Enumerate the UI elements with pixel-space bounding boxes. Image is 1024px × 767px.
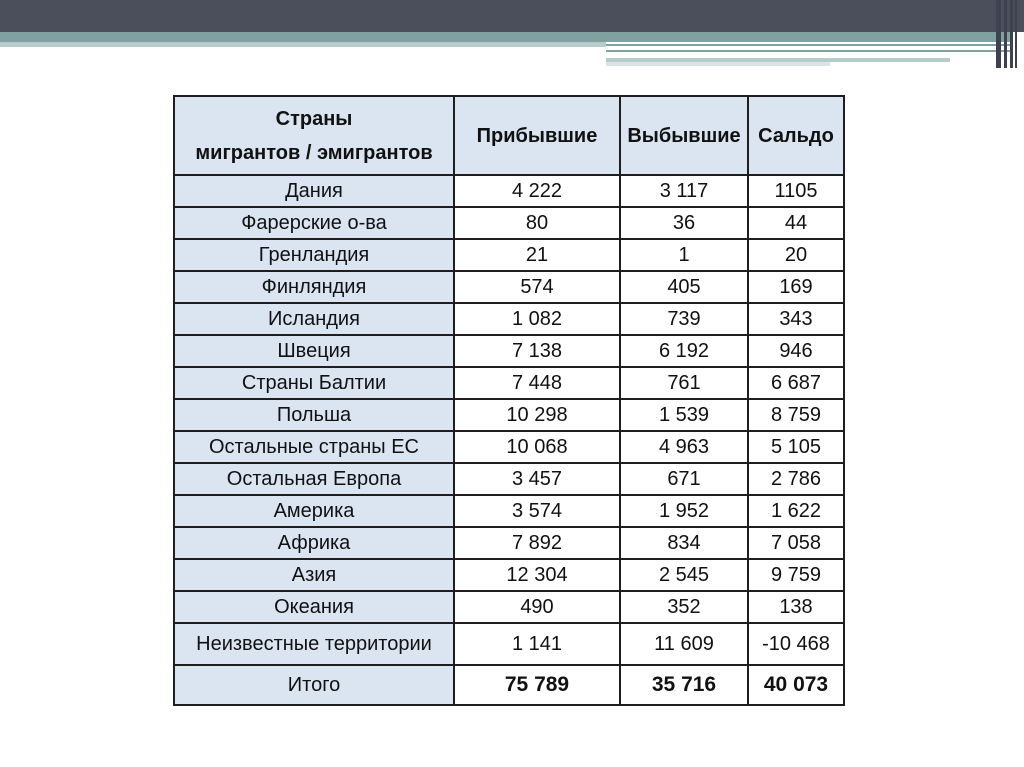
cell-arrived: 574 xyxy=(454,271,620,303)
header-departed: Выбывшие xyxy=(620,96,748,175)
cell-balance: -10 468 xyxy=(748,623,844,665)
cell-departed: 1 539 xyxy=(620,399,748,431)
cell-arrived: 80 xyxy=(454,207,620,239)
cell-country: Остальная Европа xyxy=(174,463,454,495)
cell-country: Неизвестные территории xyxy=(174,623,454,665)
cell-country: Гренландия xyxy=(174,239,454,271)
total-balance: 40 073 xyxy=(748,665,844,705)
table-row xyxy=(174,175,844,207)
cell-balance: 1 622 xyxy=(748,495,844,527)
header-country-line1: Страны xyxy=(275,107,353,130)
cell-balance: 6 687 xyxy=(748,367,844,399)
cell-arrived: 7 448 xyxy=(454,367,620,399)
migration-table xyxy=(173,95,845,706)
table-row xyxy=(174,239,844,271)
cell-balance: 343 xyxy=(748,303,844,335)
cell-country: Швеция xyxy=(174,335,454,367)
cell-departed: 2 545 xyxy=(620,559,748,591)
cell-departed: 3 117 xyxy=(620,175,748,207)
cell-arrived: 10 068 xyxy=(454,431,620,463)
header-arrived: Прибывшие xyxy=(454,96,620,175)
table-row xyxy=(174,431,844,463)
slide-vertical-bar xyxy=(1015,0,1017,68)
cell-country: Фарерские о-ва xyxy=(174,207,454,239)
slide-vertical-bar xyxy=(1010,0,1013,68)
cell-country: Польша xyxy=(174,399,454,431)
cell-arrived: 7 138 xyxy=(454,335,620,367)
total-label: Итого xyxy=(174,665,454,705)
cell-departed: 739 xyxy=(620,303,748,335)
table-row xyxy=(174,559,844,591)
table-row xyxy=(174,463,844,495)
cell-country: Океания xyxy=(174,591,454,623)
table-row xyxy=(174,303,844,335)
cell-country: Дания xyxy=(174,175,454,207)
cell-arrived: 1 141 xyxy=(454,623,620,665)
table-row xyxy=(174,271,844,303)
cell-balance: 946 xyxy=(748,335,844,367)
cell-balance: 44 xyxy=(748,207,844,239)
table-row xyxy=(174,367,844,399)
cell-departed: 671 xyxy=(620,463,748,495)
migration-table-container xyxy=(173,95,845,706)
slide-vertical-bar xyxy=(996,0,1001,68)
cell-country: Страны Балтии xyxy=(174,367,454,399)
cell-departed: 405 xyxy=(620,271,748,303)
cell-balance: 8 759 xyxy=(748,399,844,431)
cell-balance: 169 xyxy=(748,271,844,303)
cell-departed: 834 xyxy=(620,527,748,559)
table-body xyxy=(174,175,844,705)
cell-balance: 138 xyxy=(748,591,844,623)
slide-top-bar xyxy=(0,0,1024,32)
cell-departed: 1 952 xyxy=(620,495,748,527)
cell-arrived: 3 574 xyxy=(454,495,620,527)
table-header-row xyxy=(174,96,844,175)
cell-arrived: 7 892 xyxy=(454,527,620,559)
cell-arrived: 490 xyxy=(454,591,620,623)
slide-accent-stripe xyxy=(606,44,1010,52)
slide-accent-band-light xyxy=(0,42,606,47)
cell-balance: 9 759 xyxy=(748,559,844,591)
cell-balance: 1105 xyxy=(748,175,844,207)
cell-country: Африка xyxy=(174,527,454,559)
table-row xyxy=(174,335,844,367)
cell-country: Финляндия xyxy=(174,271,454,303)
total-arrived: 75 789 xyxy=(454,665,620,705)
cell-arrived: 12 304 xyxy=(454,559,620,591)
table-row xyxy=(174,207,844,239)
slide-accent-band xyxy=(0,32,1010,42)
cell-departed: 1 xyxy=(620,239,748,271)
cell-country: Америка xyxy=(174,495,454,527)
header-country-line2: мигрантов / эмигрантов xyxy=(195,141,433,164)
table-row xyxy=(174,527,844,559)
cell-departed: 4 963 xyxy=(620,431,748,463)
cell-arrived: 1 082 xyxy=(454,303,620,335)
table-row xyxy=(174,399,844,431)
cell-departed: 36 xyxy=(620,207,748,239)
cell-departed: 761 xyxy=(620,367,748,399)
cell-arrived: 3 457 xyxy=(454,463,620,495)
cell-balance: 7 058 xyxy=(748,527,844,559)
header-balance: Сальдо xyxy=(748,96,844,175)
cell-departed: 352 xyxy=(620,591,748,623)
cell-arrived: 21 xyxy=(454,239,620,271)
table-row xyxy=(174,495,844,527)
cell-arrived: 4 222 xyxy=(454,175,620,207)
cell-departed: 6 192 xyxy=(620,335,748,367)
table-row xyxy=(174,623,844,665)
cell-balance: 20 xyxy=(748,239,844,271)
cell-country: Азия xyxy=(174,559,454,591)
cell-balance: 5 105 xyxy=(748,431,844,463)
cell-country: Остальные страны ЕС xyxy=(174,431,454,463)
table-total-row xyxy=(174,665,844,705)
total-departed: 35 716 xyxy=(620,665,748,705)
cell-departed: 11 609 xyxy=(620,623,748,665)
slide-vertical-bar xyxy=(1004,0,1007,68)
table-row xyxy=(174,591,844,623)
slide-accent-stripe xyxy=(606,62,830,66)
header-country xyxy=(174,96,454,175)
cell-arrived: 10 298 xyxy=(454,399,620,431)
cell-country: Исландия xyxy=(174,303,454,335)
cell-balance: 2 786 xyxy=(748,463,844,495)
